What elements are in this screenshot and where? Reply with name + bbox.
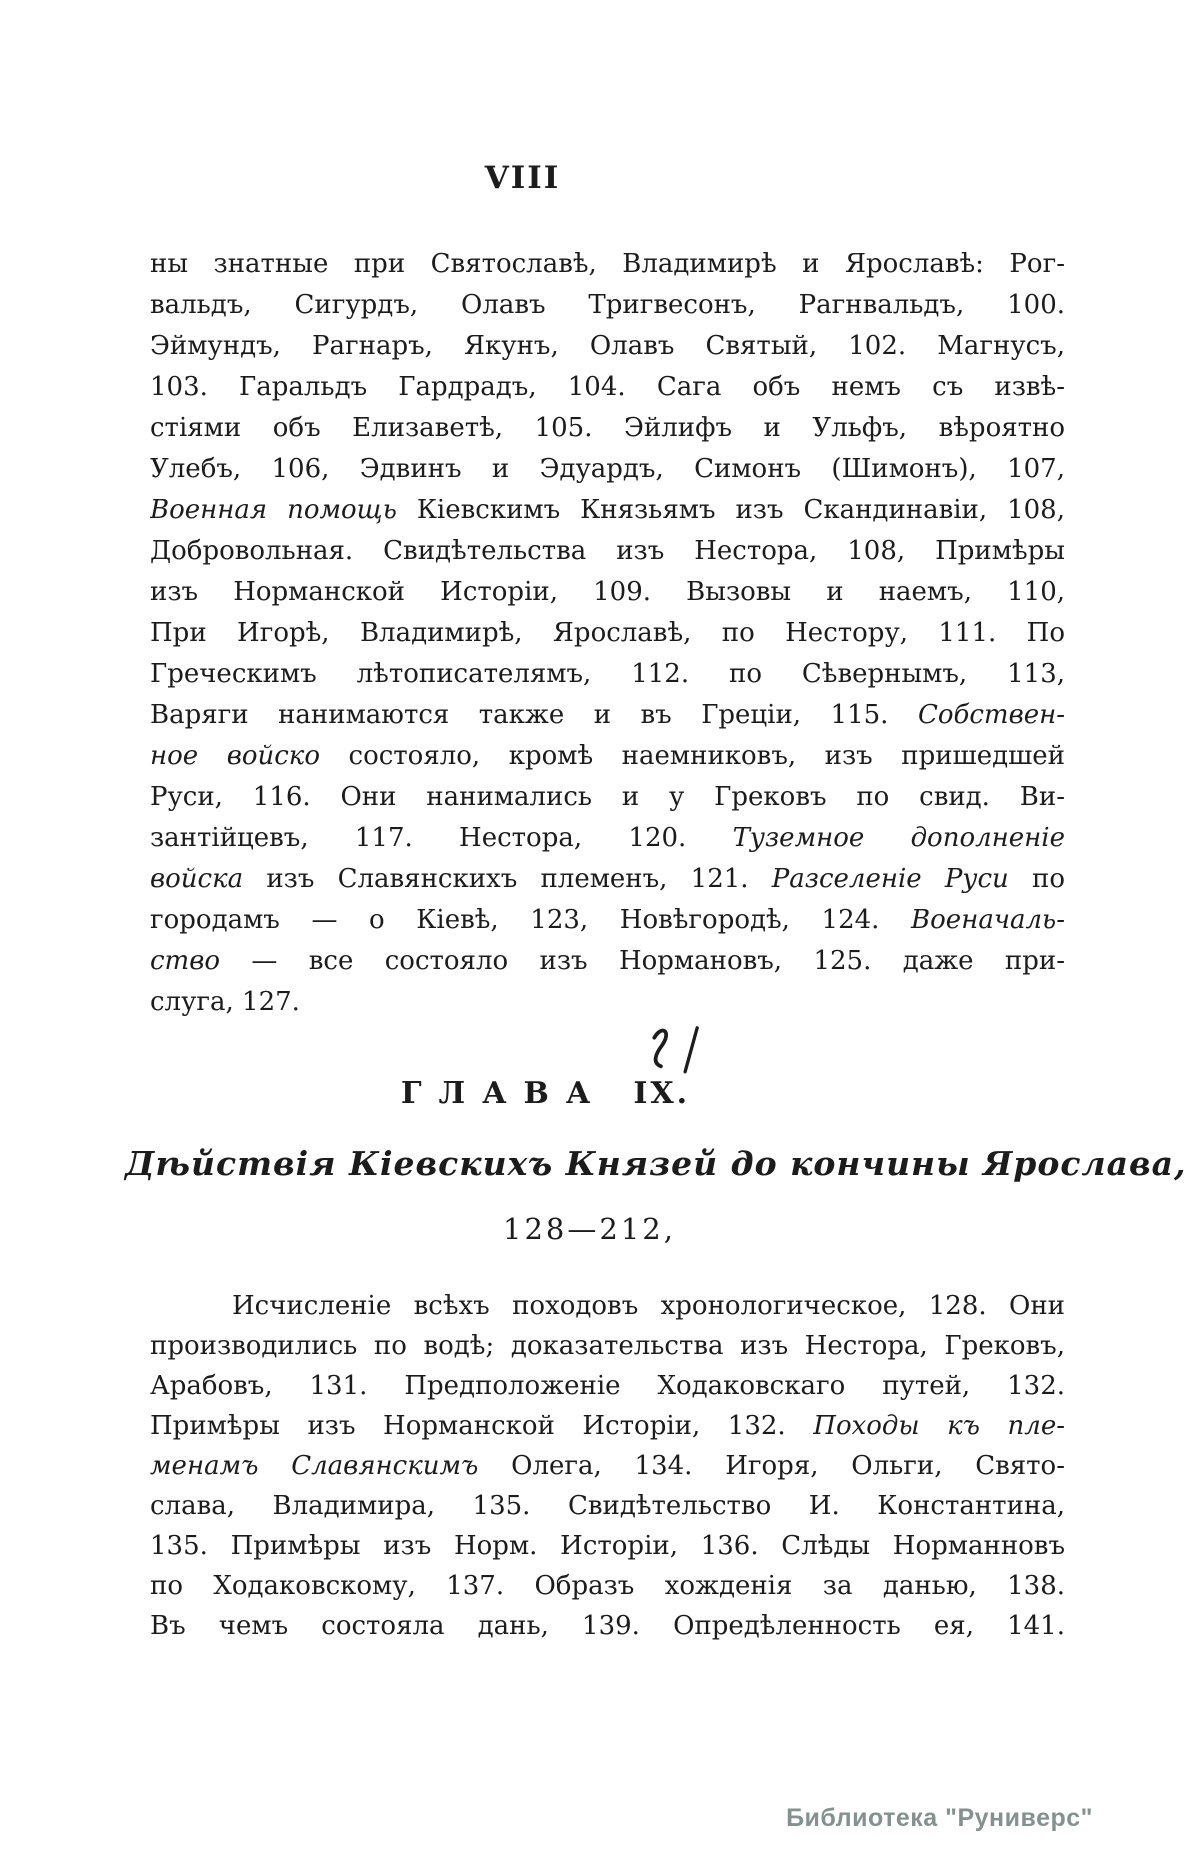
text-segment: изъ Норманской Исторіи, 109. Вызовы и наемъ, 110, [150, 577, 1065, 607]
text-line [150, 1286, 1065, 1326]
text-line [150, 1406, 1065, 1446]
text-line [150, 244, 1065, 285]
text-line [150, 982, 1065, 1023]
chapter-page-range: 128—212, [503, 1212, 676, 1246]
text-line [150, 449, 1065, 490]
chapter-heading [88, 1076, 1003, 1111]
text-segment: Олега, 134. Игоря, Ольги, Свято- [478, 1451, 1065, 1481]
text-segment: Греческимъ лѣтописателямъ, 112. по Сѣвернымъ, 113, [150, 659, 1065, 689]
chapter-heading-numeral: IX. [633, 1076, 691, 1111]
text-segment-italic: ство [150, 946, 221, 976]
text-segment: производились по водѣ; доказательства изъ Нестора, Грековъ, [150, 1331, 1065, 1361]
toc-paragraph-continued [150, 244, 1065, 1023]
text-segment: по Ходаковскому, 137. Образъ хожденія за данью, 138. [150, 1571, 1065, 1601]
text-line [150, 1366, 1065, 1406]
text-segment: стіями объ Елизаветѣ, 105. Эйлифъ и Ульфъ, вѣроятно [150, 413, 1065, 443]
text-line [150, 777, 1065, 818]
text-segment: вальдъ, Сигурдъ, Олавъ Тригвесонъ, Рагнвальдъ, 100. [150, 290, 1065, 320]
text-segment-italic: ное войско [150, 741, 320, 771]
chapter-heading-word: ГЛАВА [400, 1076, 608, 1111]
text-segment: состояло, кромѣ наемниковъ, изъ пришедшей [319, 741, 1065, 771]
text-segment: Кіевскимъ Князьямъ изъ Скандинавіи, 108, [396, 495, 1065, 525]
text-segment: При Игорѣ, Владимирѣ, Ярославѣ, по Нестору, 111. По [150, 618, 1065, 648]
text-line [150, 572, 1065, 613]
text-line [150, 326, 1065, 367]
text-segment-italic: Собствен- [917, 700, 1065, 730]
text-segment-italic: Военная помощь [150, 495, 397, 525]
chapter-title: Дѣйствія Кіевскихъ Князей до кончины Ярослава, [125, 1144, 1187, 1183]
text-line [150, 1606, 1065, 1646]
text-segment: Арабовъ, 131. Предположеніе Ходаковскаго путей, 132. [150, 1371, 1065, 1401]
text-line [150, 941, 1065, 982]
text-segment: Примѣры изъ Норманской Исторіи, 132. [150, 1411, 814, 1441]
text-segment: — все состояло изъ Нормановъ, 125. даже при- [220, 946, 1065, 976]
text-segment: Добровольная. Свидѣтельства изъ Нестора, 108, Примѣры [150, 536, 1065, 566]
library-watermark: Библиотека "Руниверс" [786, 1804, 1093, 1832]
text-line [150, 367, 1065, 408]
text-line [150, 859, 1065, 900]
text-line [150, 1326, 1065, 1366]
text-line [150, 408, 1065, 449]
text-segment-italic: войска [150, 864, 244, 894]
text-segment: зантійцевъ, 117. Нестора, 120. [150, 823, 733, 853]
text-line [150, 1486, 1065, 1526]
page-number-roman: VIII [484, 160, 561, 196]
text-segment: 135. Примѣры изъ Норм. Исторіи, 136. Слѣды Норманновъ [150, 1531, 1065, 1561]
text-segment: городамъ — о Кіевѣ, 123, Новѣгородѣ, 124. [150, 905, 912, 935]
text-segment: Варяги нанимаются также и въ Греціи, 115. [150, 700, 918, 730]
text-line [150, 1526, 1065, 1566]
text-segment: слава, Владимира, 135. Свидѣтельство И. Константина, [150, 1491, 1065, 1521]
text-line [150, 613, 1065, 654]
text-segment: Исчисленіе всѣхъ походовъ хронологическое, 128. Они [232, 1291, 1065, 1321]
handwritten-pencil-mark [640, 1026, 706, 1082]
text-line [150, 900, 1065, 941]
text-segment: по [1008, 864, 1065, 894]
text-segment: 103. Гаральдъ Гардрадъ, 104. Сага объ немъ съ извѣ- [150, 372, 1065, 402]
text-line [150, 736, 1065, 777]
text-segment-italic: Разселеніе Руси [771, 864, 1009, 894]
toc-paragraph-chapter-9 [150, 1286, 1065, 1646]
text-segment: Улебъ, 106, Эдвинъ и Эдуардъ, Симонъ (Шимонъ), 107, [150, 454, 1065, 484]
text-segment: Эймундъ, Рагнаръ, Якунъ, Олавъ Святый, 102. Магнусъ, [150, 331, 1065, 361]
text-segment: Руси, 116. Они нанимались и у Грековъ по свид. Ви- [150, 782, 1065, 812]
text-segment: изъ Славянскихъ племенъ, 121. [243, 864, 772, 894]
text-line [150, 1446, 1065, 1486]
text-line [150, 654, 1065, 695]
text-segment-italic: Военачаль- [911, 905, 1065, 935]
text-line [150, 818, 1065, 859]
text-line [150, 531, 1065, 572]
text-segment: Въ чемъ состояла дань, 139. Опредѣленность ея, 141. [150, 1611, 1065, 1641]
text-line [150, 1566, 1065, 1606]
text-segment-italic: Туземное дополненіе [732, 823, 1065, 853]
text-line [150, 285, 1065, 326]
text-line [150, 695, 1065, 736]
text-segment-italic: Походы къ пле- [813, 1411, 1065, 1441]
text-segment: ны знатные при Святославѣ, Владимирѣ и Ярославѣ: Рог- [150, 249, 1065, 279]
text-line [150, 490, 1065, 531]
text-segment-italic: менамъ Славянскимъ [150, 1451, 479, 1481]
text-segment: слуга, 127. [150, 987, 300, 1017]
